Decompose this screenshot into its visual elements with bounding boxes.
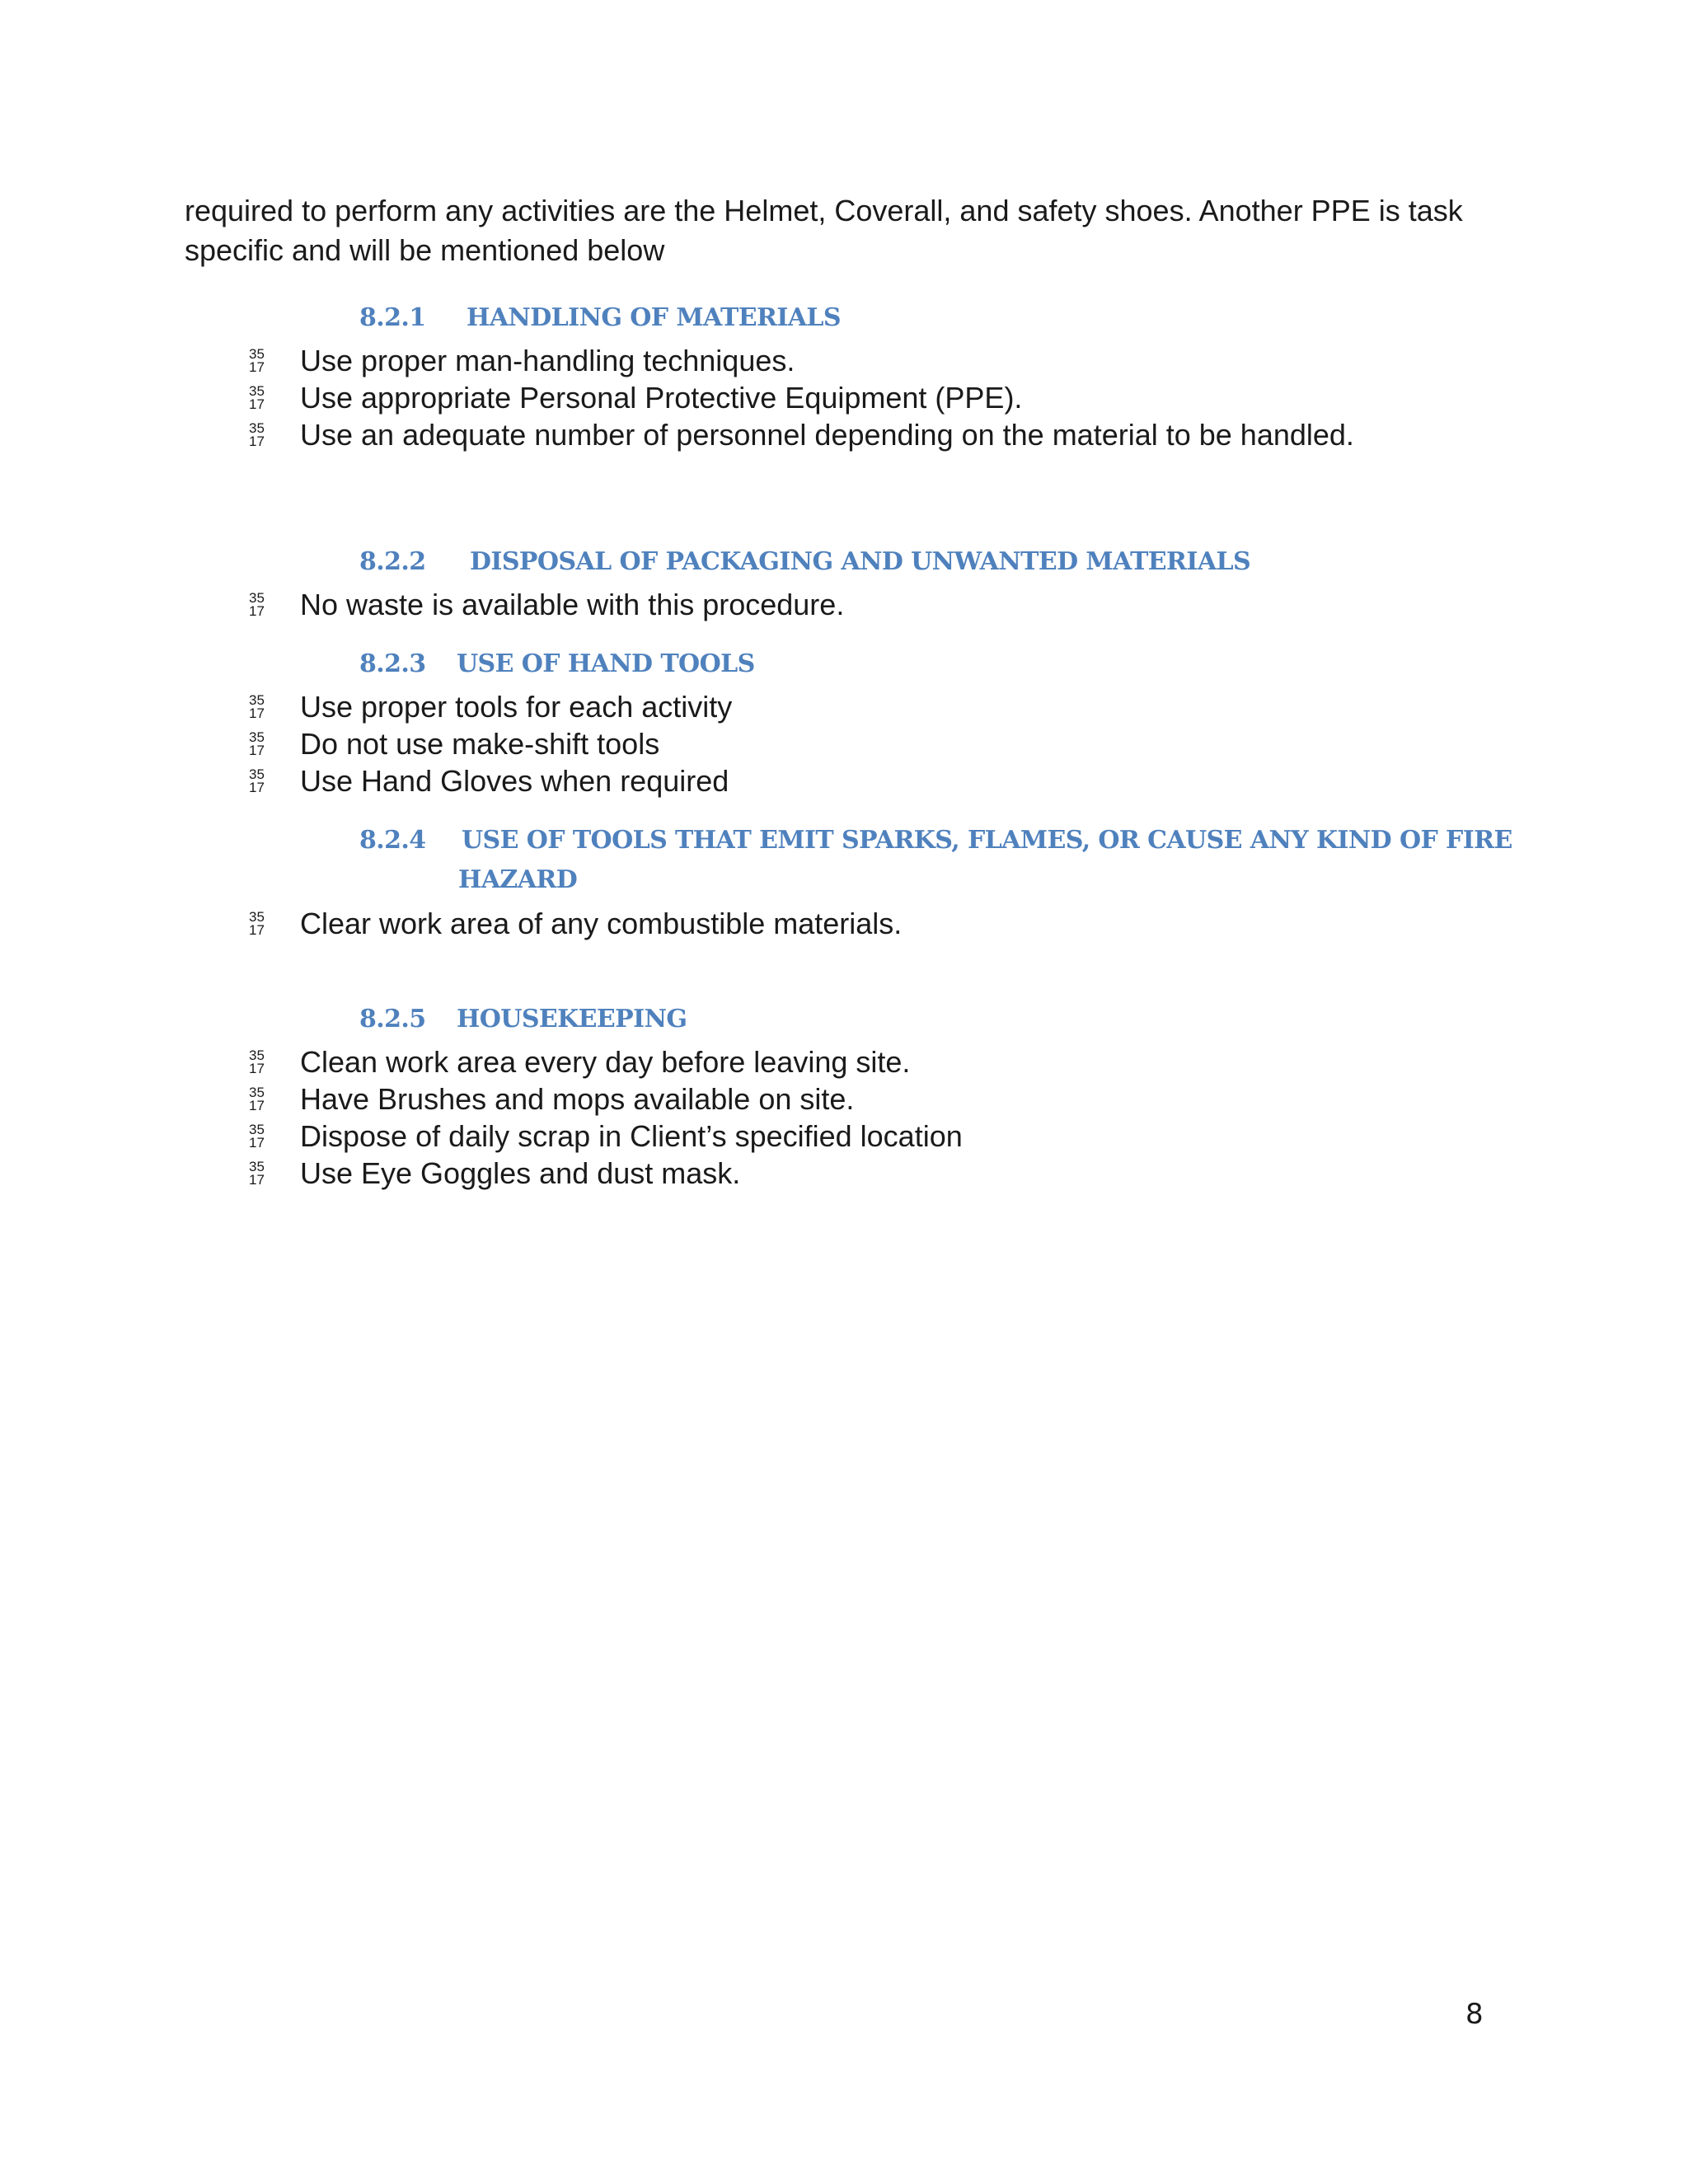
- bullet-marker: 35 17: [249, 345, 265, 375]
- list-item: [247, 905, 902, 942]
- list-item: [247, 1080, 963, 1118]
- section-number: 8.2.3: [359, 649, 426, 678]
- bullet-list-housekeeping: [247, 1043, 963, 1192]
- section-heading-use-of-tools-that-emit-sparks: [359, 821, 1512, 894]
- bullet-marker: 35 17: [249, 1121, 265, 1151]
- list-item-text: Use an adequate number of personnel depending on the material to be handled.: [300, 418, 1354, 452]
- bullet-list-use-of-tools-that-emit-sparks: [247, 905, 902, 942]
- section-number: 8.2.4: [359, 826, 426, 855]
- bullet-list-use-of-hand-tools: [247, 688, 732, 799]
- bullet-marker: 35 17: [249, 419, 265, 449]
- section-title: USE OF HAND TOOLS: [457, 649, 755, 678]
- section-number: 8.2.5: [359, 1005, 426, 1033]
- list-item-text: Clean work area every day before leaving site.: [300, 1045, 911, 1079]
- bullet-marker: 35 17: [249, 691, 265, 721]
- bullet-marker: 35 17: [249, 1084, 265, 1113]
- section-title-continued: HAZARD: [458, 865, 578, 894]
- bullet-list-handling-of-materials: [247, 342, 1354, 453]
- bullet-marker: 35 17: [249, 382, 265, 412]
- section-title: DISPOSAL OF PACKAGING AND UNWANTED MATERIALS: [470, 547, 1251, 576]
- section-heading-handling-of-materials: [359, 298, 841, 338]
- bullet-marker: 35 17: [249, 589, 265, 619]
- bullet-marker: 35 17: [249, 1158, 265, 1188]
- section-heading-use-of-hand-tools: [359, 644, 755, 684]
- section-number: 8.2.2: [359, 547, 426, 576]
- list-item: [247, 586, 844, 623]
- list-item: [247, 1043, 963, 1080]
- page-number: 8: [1465, 1998, 1484, 2031]
- list-item-text: Use Hand Gloves when required: [300, 764, 729, 798]
- list-item: [247, 342, 1354, 379]
- list-item: [247, 416, 1354, 453]
- bullet-marker: 35 17: [249, 1047, 265, 1076]
- section-title: HOUSEKEEPING: [457, 1005, 687, 1033]
- bullet-marker: 35 17: [249, 766, 265, 795]
- list-item-text: Have Brushes and mops available on site.: [300, 1082, 855, 1116]
- section-title: USE OF TOOLS THAT EMIT SPARKS, FLAMES, OR CAUSE ANY KIND OF FIRE: [462, 826, 1512, 855]
- list-item-text: Use proper tools for each activity: [300, 690, 733, 724]
- list-item: [247, 1155, 963, 1192]
- section-number: 8.2.1: [359, 303, 426, 332]
- bullet-list-disposal-of-packaging: [247, 586, 844, 623]
- list-item-text: Use Eye Goggles and dust mask.: [300, 1156, 741, 1190]
- list-item-text: No waste is available with this procedure.: [300, 588, 845, 621]
- list-item: [247, 725, 732, 762]
- section-heading-housekeeping: [359, 1000, 687, 1039]
- list-item: [247, 379, 1354, 416]
- bullet-marker: 35 17: [249, 908, 265, 938]
- list-item-text: Do not use make-shift tools: [300, 727, 660, 761]
- list-item: [247, 688, 732, 725]
- intro-paragraph: required to perform any activities are the Helmet, Coverall, and safety shoes. Another PPE is task specific and will be mentioned below: [185, 194, 1463, 267]
- bullet-marker: 35 17: [249, 729, 265, 758]
- list-item-text: Use proper man-handling techniques.: [300, 344, 795, 377]
- list-item-text: Use appropriate Personal Protective Equipment (PPE).: [300, 381, 1023, 415]
- list-item-text: Dispose of daily scrap in Client’s specified location: [300, 1119, 963, 1153]
- list-item: [247, 762, 732, 799]
- section-title: HANDLING OF MATERIALS: [467, 303, 841, 332]
- list-item: [247, 1118, 963, 1155]
- section-heading-disposal-of-packaging: [359, 542, 1250, 582]
- list-item-text: Clear work area of any combustible materials.: [300, 907, 903, 940]
